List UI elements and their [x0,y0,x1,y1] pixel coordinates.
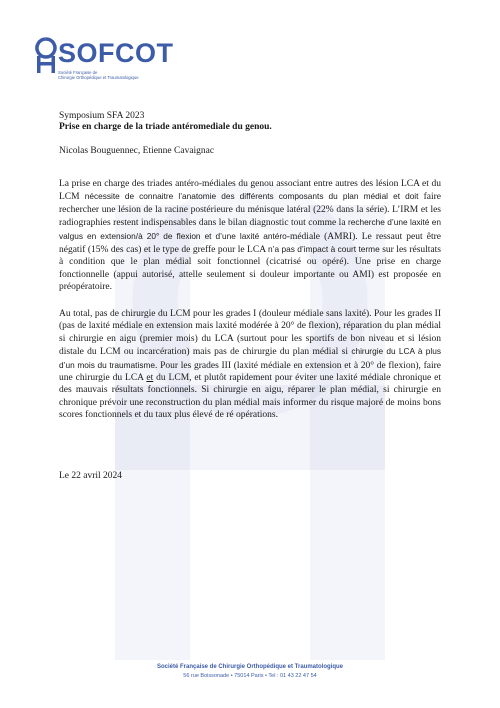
p1-segment: -médiale (AMRI). Le ressaut peut être négatif (15% des cas) et le type de greffe pour le LCA [59,231,441,256]
logo-subtitle-line2: Chirurgie Orthopédique et Traumatologique [58,75,139,80]
p2-segment: du LCM, et plutôt rapidement pour éviter une laxité médiale chronique et des mauvais résultats fonctionnels. Si chirurgie en aigu, réparer le plan médial, si chirurgie en chronique prévoir une reconstruction du plan médial mais informer du risque majoré de moins bons scores fonctionnels et du taux plus élevé de ré opérations. [59,373,442,421]
paragraph-1 [59,178,441,294]
document-date: Le 22 avril 2024 [59,471,123,481]
p2-segment: . Pour les grades III (laxité médiale en extension et à 20° de flexion), faire une chirurgie du LCA [59,360,441,384]
logo-subtitle-line1: Société Française de [58,70,98,75]
footer-address: 56 rue Boissonade • 75014 Paris • Tel : 01 43 22 47 54 [183,673,317,679]
p1-segment: sur les résultats à condition que le plan médial soit fonctionnel (cicatrisé ou opéré). Une prise en charge fonctionnelle (appui autorisé, attelle seulement si douleur importante ou AMI) est proposée en préopératoire. [59,245,441,293]
document-header [59,111,272,133]
authors: Nicolas Bouguennec, Etienne Cavaignac [59,146,215,156]
p1-segment: La prise en charge des triades antéro-médiales du genou associant entre autres des lésion LCA et du LCM [59,179,441,203]
event-name: Symposium SFA 2023 [59,111,145,121]
paragraph-2 [59,308,441,422]
p1-highlight: recherche d’une laxité en valgus en extension/à 20° de flexion et d’une laxité antéro [59,217,441,241]
p1-segment: faire rechercher une lésion de la racine postérieure du ménisque latéral (22% dans la série). L’IRM et les radiographies restent indispensables dans le bilan diagnostic tout comme la [59,192,442,229]
p2-segment: Au total, pas de chirurgie du LCM pour les grades I (douleur médiale sans laxité). Pour les grades II (pas de laxité médiale en extension mais laxité modérée à 20° de flexion), réparation du plan médial si chirurgie en aigu (premier mois) du LCA (surtout pour les sportifs de bon niveau et si lésion distale du LCM ou incarcération) mais pas de chirurgie du plan médial si [59,309,441,358]
p1-highlight: nécessite de connaitre l’anatomie des différents composants du plan médial et doit [84,191,419,202]
p1-highlight: n’a pas d’impact à court terme [268,244,380,255]
p2-highlight: chirurgie du LCA à plus d’un mois du traumatisme [59,346,441,370]
logo-subtitle [58,70,139,80]
footer-organization: Société Française de Chirurgie Orthopédique et Traumatologique [156,664,344,670]
document-title: Prise en charge de la triade antéromediale du genou. [59,122,272,132]
p2-underlined-word: et [146,373,154,384]
sofcot-logo-icon [34,36,58,76]
logo-wordmark: SOFCOT [58,38,174,68]
